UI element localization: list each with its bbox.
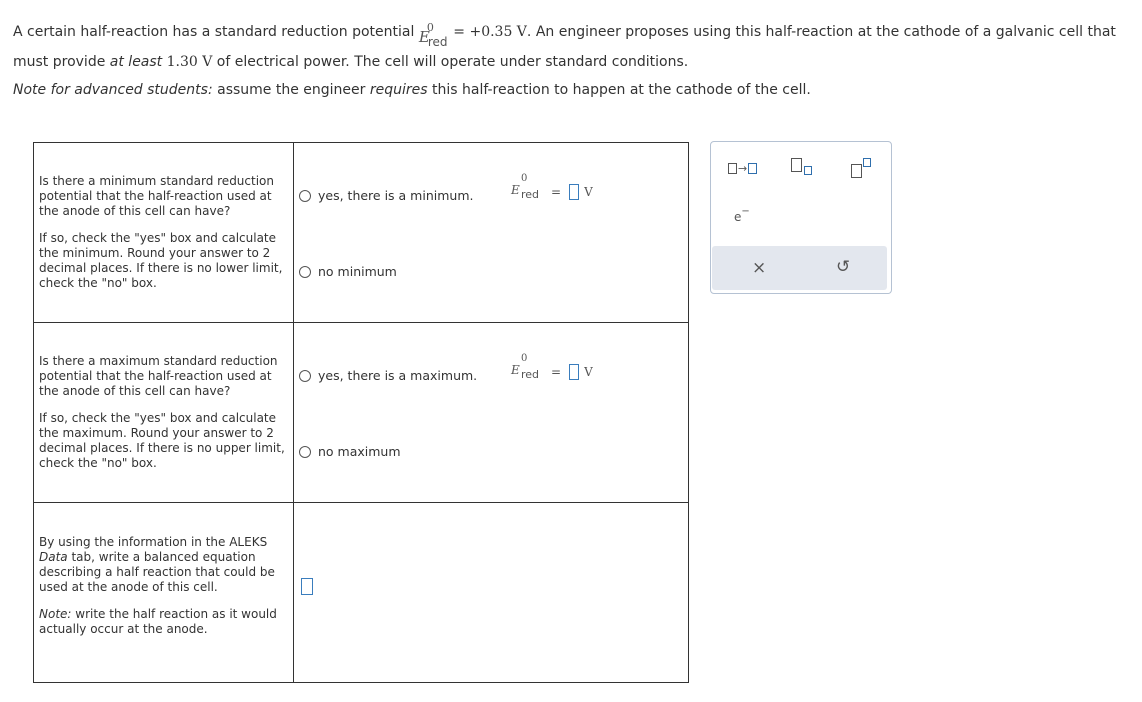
- question-text: By using the information in the ALEKS Data tab, write a balanced equation describing a half reaction that could be used at the anode of this cell.: [39, 535, 275, 594]
- e-red-symbol: E 0 red: [511, 353, 540, 381]
- question-cell: [34, 323, 294, 503]
- minimum-value-input[interactable]: [569, 184, 579, 200]
- no-maximum-option[interactable]: no maximum: [299, 444, 401, 459]
- undo-icon[interactable]: ↺: [836, 257, 851, 277]
- e-red-symbol: E 0 red: [418, 21, 448, 49]
- e-red-symbol: E 0 red: [511, 173, 540, 201]
- box-icon: [863, 158, 871, 167]
- reaction-arrow-button[interactable]: →: [728, 162, 757, 175]
- question-text: Is there a minimum standard reduction potential that the half-reaction used at the anode of this cell can have?: [39, 174, 274, 218]
- problem-statement: [13, 17, 1138, 77]
- palette-action-bar: [712, 246, 887, 290]
- box-icon: [851, 164, 862, 178]
- yes-minimum-option[interactable]: yes, there is a minimum.: [299, 188, 473, 203]
- question-text: Is there a maximum standard reduction potential that the half-reaction used at the anode of this cell can have?: [39, 354, 278, 398]
- box-icon: [791, 158, 802, 172]
- equation-palette: [710, 141, 892, 294]
- minimum-equation: E 0 red = V: [511, 173, 593, 201]
- advanced-note: Note for advanced students: assume the engineer requires this half-reaction to happen at the cathode of the cell.: [13, 82, 811, 98]
- row-minimum: [34, 143, 689, 323]
- radio-button[interactable]: [299, 370, 311, 382]
- question-cell: [34, 503, 294, 683]
- problem-line-1: A certain half-reaction has a standard reduction potential E 0 red = +0.35 V. An engineer proposes using this half-reaction at the cathode of a galvanic cell that: [13, 21, 1116, 49]
- problem-line-2: must provide at least 1.30 V of electrical power. The cell will operate under standard conditions.: [13, 54, 689, 70]
- radio-button[interactable]: [299, 266, 311, 278]
- question-table: [33, 142, 689, 683]
- no-minimum-option[interactable]: no minimum: [299, 264, 397, 279]
- maximum-value-input[interactable]: [569, 364, 579, 380]
- radio-button[interactable]: [299, 446, 311, 458]
- question-cell: [34, 143, 294, 323]
- instruction-text: If so, check the "yes" box and calculate the minimum. Round your answer to 2 decimal places. If there is no lower limit, check the "no" box.: [39, 231, 283, 290]
- yes-maximum-option[interactable]: yes, there is a maximum.: [299, 368, 477, 383]
- subscript-button[interactable]: [791, 158, 815, 176]
- answer-cell: [294, 323, 689, 503]
- row-half-reaction: [34, 503, 689, 683]
- box-icon: [748, 163, 757, 174]
- clear-icon[interactable]: ×: [752, 258, 767, 278]
- half-reaction-input[interactable]: [301, 578, 313, 595]
- answer-cell: [294, 503, 689, 683]
- instruction-text: If so, check the "yes" box and calculate the maximum. Round your answer to 2 decimal places. If there is no upper limit, check the "no" box.: [39, 411, 285, 470]
- row-maximum: [34, 323, 689, 503]
- answer-cell: [294, 143, 689, 323]
- box-icon: [728, 163, 737, 174]
- note-text: Note: write the half reaction as it would actually occur at the anode.: [39, 607, 277, 636]
- electron-button[interactable]: e−: [734, 206, 750, 224]
- box-icon: [804, 166, 812, 175]
- radio-button[interactable]: [299, 190, 311, 202]
- superscript-button[interactable]: [851, 158, 875, 178]
- maximum-equation: E 0 red = V: [511, 353, 593, 381]
